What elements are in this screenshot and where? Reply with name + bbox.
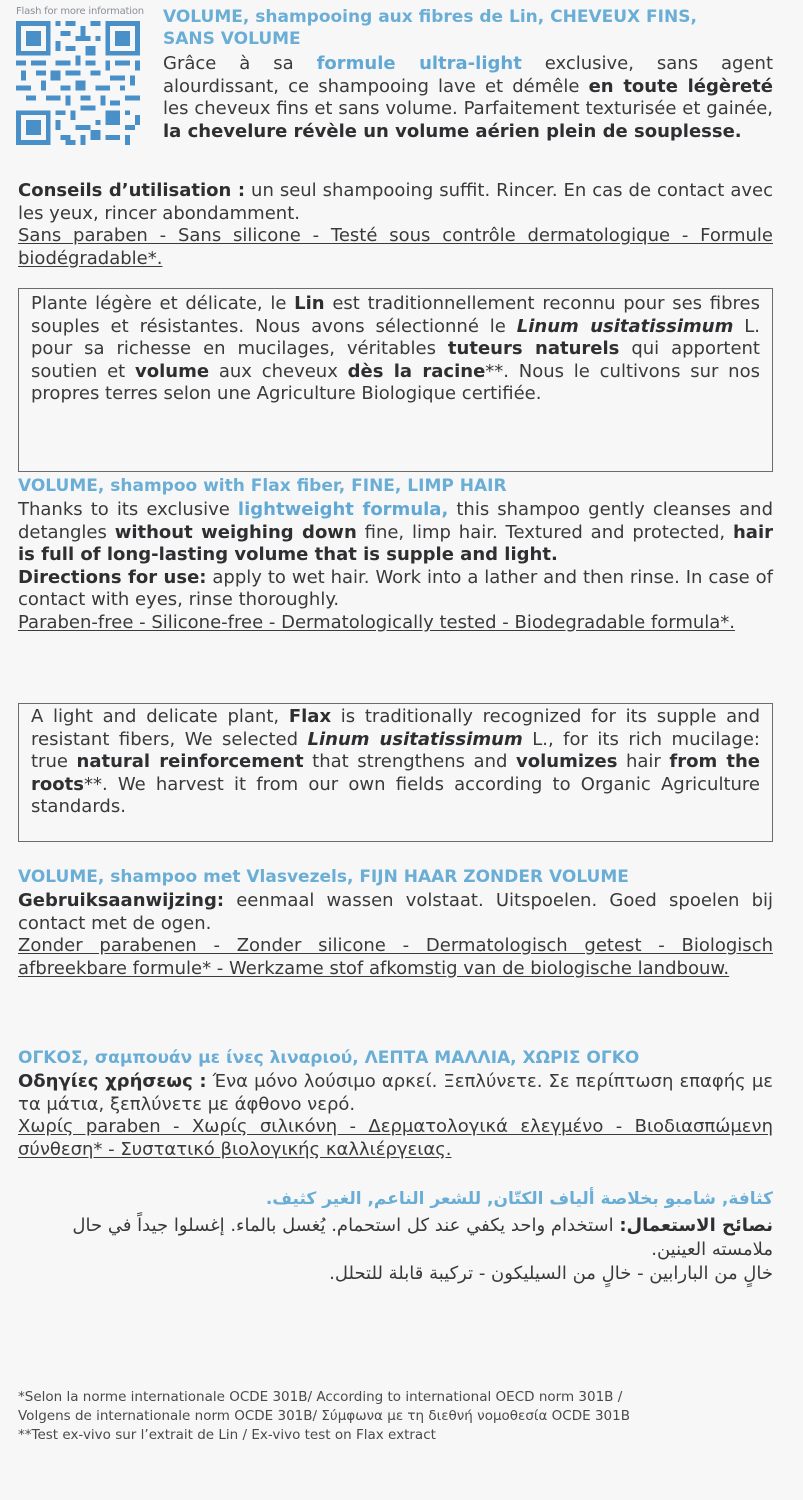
en-desc-highlight: lightweight formula, [237, 499, 449, 520]
en-box-bold: Flax [288, 706, 332, 727]
ar-section [18, 1188, 773, 1286]
el-title: ΟΓΚΟΣ, σαμπουάν με ίνες λιναριού, ΛΕΠΤΑ ΜΑΛΛΙΑ, ΧΩΡΙΣ ΟΓΚΟ [18, 1048, 640, 1068]
el-usage-label: Οδηγίες χρήσεως : [18, 1071, 207, 1092]
fr-box-text: **. Nous le cultivons sur nos propres terres selon une Agriculture Biologique certifiée. [31, 360, 760, 404]
fr-box-bold: tuteurs naturels [447, 338, 620, 359]
footnotes [18, 1388, 781, 1445]
ar-title: كثافة, شامبو بخلاصة ألياف الكتّان, للشعر الناعم, الغير كثيف. [265, 1189, 773, 1209]
en-box-bold: volumizes [516, 751, 618, 772]
ar-usage-label: نصائح الاستعمال: [619, 1215, 773, 1236]
fr-desc-text: Grâce à sa [163, 53, 317, 74]
el-claims: Χωρίς paraben - Χωρίς σιλικόνη - Δερματολογικά ελεγμένο - Βιοδιασπώμενη σύνθεση* - Συστατικό βιολογικής καλλιέργειας. [18, 1116, 773, 1160]
en-box-latin: Linum usitatissimum [307, 728, 523, 750]
fr-claims: Sans paraben - Sans silicone - Testé sous contrôle dermatologique - Formule biodégradable*. [18, 225, 773, 269]
en-desc-bold: without weighing down [114, 521, 357, 543]
fr-title-line-2: SANS VOLUME [163, 29, 301, 49]
nl-title: VOLUME, shampoo met Vlasvezels, FIJN HAAR ZONDER VOLUME [18, 867, 629, 887]
footnote-line-2: Volgens de internationale norm OCDE 301B/ Σύμφωνα με τη διεθνή νομοθεσία OCDE 301B [18, 1408, 630, 1424]
en-desc-text: fine, limp hair. Textured and protected, [356, 521, 733, 543]
qr-code-icon[interactable] [16, 21, 140, 145]
en-box-text: is traditionally recognized for its supple and resistant fibers, We selected [31, 706, 761, 750]
en-box-bold: natural reinforcement [76, 751, 304, 772]
fr-box-latin: Linum usitatissimum [516, 315, 734, 337]
en-box-bold: from the roots [31, 751, 760, 795]
fr-desc-bold: la chevelure révèle un volume aérien plein de souplesse. [163, 120, 742, 142]
el-usage-text: Ένα μόνο λούσιμο αρκεί. Ξεπλύνετε. Σε περίπτωση επαφής με τα μάτια, ξεπλύνετε με άφθονο νερό. [18, 1071, 774, 1115]
footnote-line-3: **Test ex-vivo sur l’extrait de Lin / Ex-vivo test on Flax extract [18, 1427, 436, 1443]
fr-box-text: L. pour sa richesse en mucilages, véritables [31, 315, 760, 359]
en-box-text: that strengthens and [303, 751, 516, 772]
nl-section [18, 866, 773, 980]
fr-desc-text: les cheveux fins et sans volume. Parfaitement texturisée et gainée, [163, 98, 773, 119]
footnote-line-1: *Selon la norme internationale OCDE 301B/ According to international OECD norm 301B / [18, 1389, 623, 1405]
ar-usage-text: استخدام واحد يكفي عند كل استحمام. يُغسل بالماء. إغسلوا جيداً في حال ملامسته العينين. [72, 1215, 773, 1260]
fr-title-line-1: VOLUME, shampooing aux fibres de Lin, CHEVEUX FINS, [163, 7, 697, 27]
fr-box-text: est traditionnellement reconnu pour ses fibres souples et résistantes. Nous avons sélectionné le [31, 293, 760, 337]
en-section [18, 475, 773, 634]
fr-info-box [18, 288, 773, 472]
fr-box-bold: Lin [294, 293, 325, 314]
en-info-box [18, 703, 773, 842]
en-desc-text: Thanks to its exclusive [18, 499, 238, 520]
en-desc-text: this shampoo gently cleanses and detangles [18, 499, 773, 543]
fr-usage-label: Conseils d’utilisation : [18, 180, 246, 201]
en-claims: Paraben-free - Silicone-free - Dermatologically tested - Biodegradable formula*. [18, 611, 736, 633]
fr-usage [18, 180, 773, 270]
en-usage-text: apply to wet hair. Work into a lather and then rinse. In case of contact with eyes, rinse thoroughly. [18, 566, 774, 610]
el-section [18, 1047, 773, 1161]
fr-box-bold: dès la racine [347, 360, 486, 382]
en-title: VOLUME, shampoo with Flax fiber, FINE, LIMP HAIR [18, 476, 507, 496]
en-box-text: A light and delicate plant, [31, 706, 289, 727]
nl-usage-text: eenmaal wassen volstaat. Uitspoelen. Goed spoelen bij contact met de ogen. [18, 890, 773, 934]
fr-box-text: aux cheveux [209, 360, 348, 382]
nl-usage-label: Gebruiksaanwijzing: [18, 890, 225, 911]
ar-claims: خالٍ من البارابين - خالٍ من السيليكون - تركيبة قابلة للتحلل. [329, 1263, 773, 1284]
fr-box-text: Plante légère et délicate, le [31, 293, 295, 314]
fr-box-text: qui apportent soutien et [31, 338, 760, 382]
fr-usage-text: un seul shampooing suffit. Rincer. En cas de contact avec les yeux, rincer abondamment. [18, 180, 773, 224]
qr-block [16, 6, 158, 149]
fr-desc-bold: en toute légèreté [588, 75, 773, 97]
qr-caption: Flash for more information [16, 6, 144, 17]
en-desc-bold: hair is full of long-lasting volume that is supple and light. [18, 521, 773, 565]
fr-desc-highlight: formule ultra-light [316, 53, 522, 74]
fr-desc-text: exclusive, sans agent alourdissant, ce shampooing lave et démêle [163, 53, 774, 97]
fr-title [163, 6, 773, 50]
nl-claims: Zonder parabenen - Zonder silicone - Dermatologisch getest - Biologisch afbreekbare formule* - Werkzame stof afkomstig van de biologische landbouw. [18, 935, 773, 979]
en-box-text: L., for its rich mucilage: true [31, 728, 760, 772]
en-usage-label: Directions for use: [18, 566, 207, 588]
fr-description [163, 53, 773, 143]
en-box-text: hair [617, 751, 670, 772]
fr-box-bold: volume [135, 360, 210, 382]
en-box-text: **. We harvest it from our own fields according to Organic Agriculture standards. [31, 773, 760, 817]
